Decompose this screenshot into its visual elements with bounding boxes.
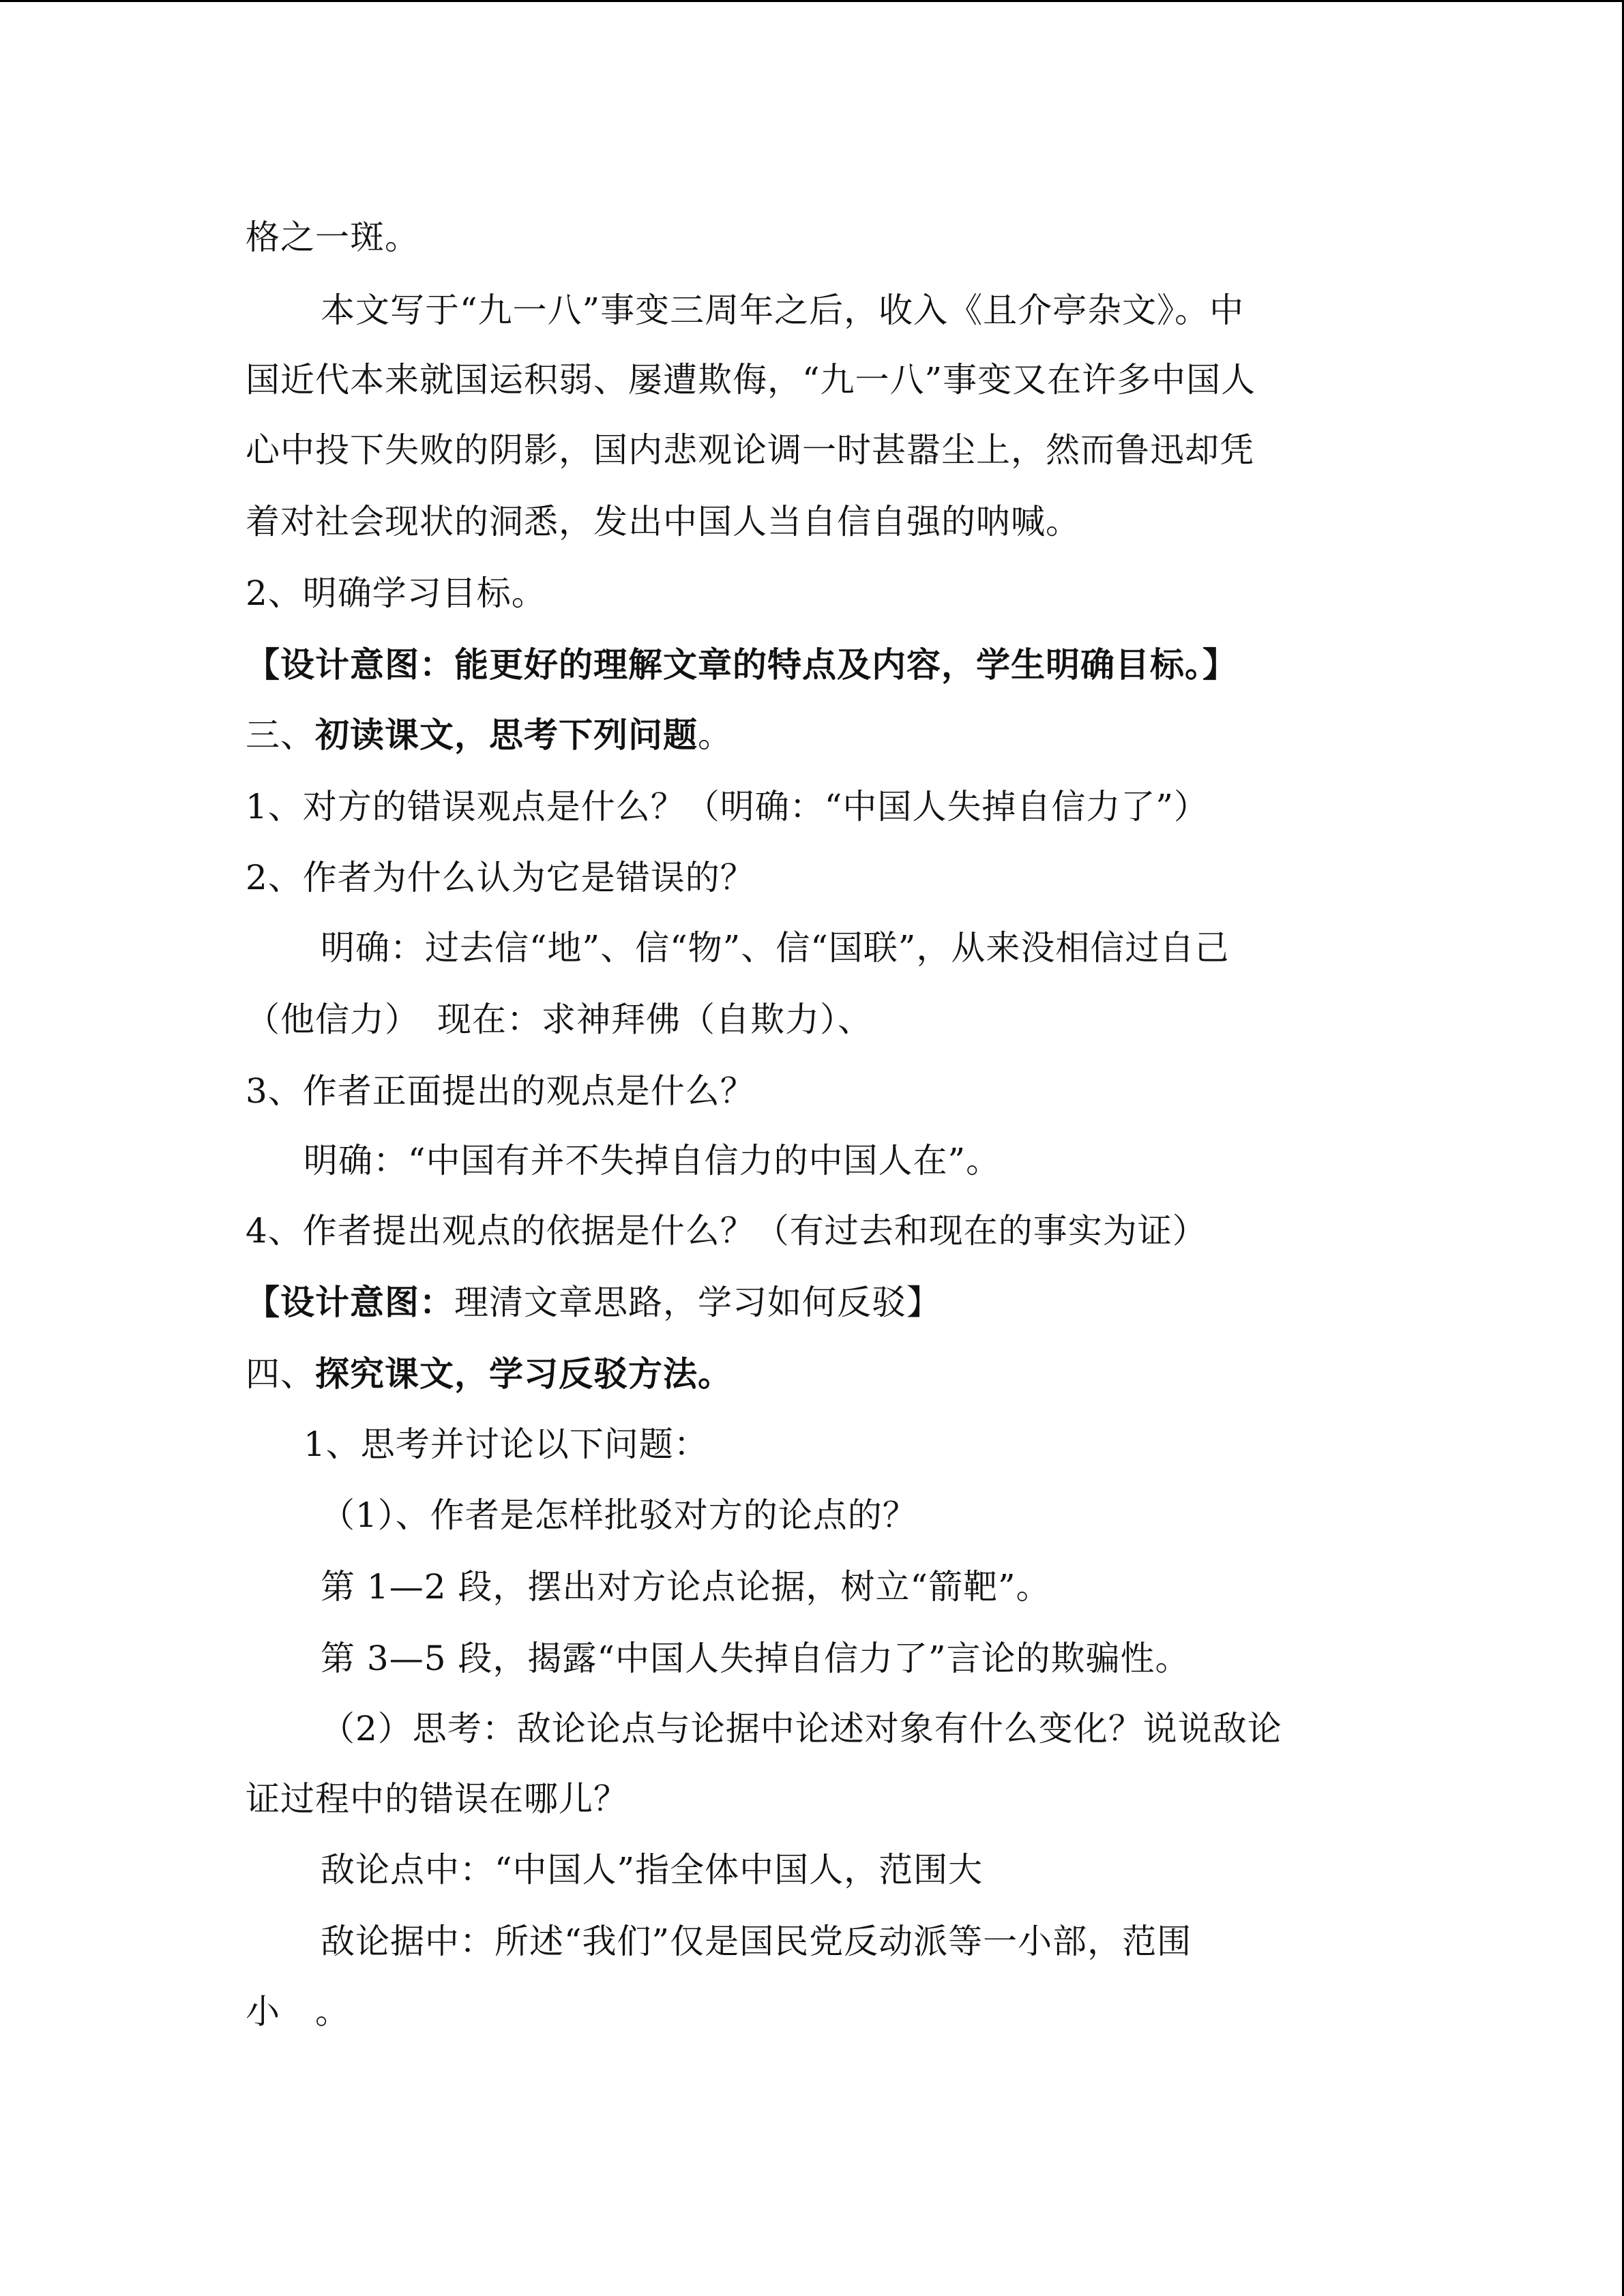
paragraph-line: 心中投下失败的阴影，国内悲观论调一时甚嚣尘上，然而鲁迅却凭 [246, 430, 1254, 470]
section-heading-3 [246, 715, 733, 756]
section-number: 四、 [246, 1354, 315, 1394]
section-heading-4 [246, 1354, 733, 1395]
paragraph-line: 国近代本来就国运积弱、屡遭欺侮，“九一八”事变又在许多中国人 [246, 360, 1256, 400]
section-title-punct: 。 [698, 715, 733, 755]
section-number: 三、 [246, 715, 315, 755]
design-intent-note: 【设计意图：能更好的理解文章的特点及内容，学生明确目标。】 [246, 644, 1237, 685]
sub-answer: 敌论据中：所述“我们”仅是国民党反动派等一小部，范围 [321, 1922, 1192, 1961]
section-title: 探究课文，学习反驳方法。 [315, 1354, 733, 1394]
question-item: 4、作者提出观点的依据是什么？（有过去和现在的事实为证） [246, 1211, 1207, 1251]
answer-line: （他信力） 现在：求神拜佛（自欺力）、 [246, 1000, 872, 1039]
sub-question: （2）思考：敌论论点与论据中论述对象有什么变化？说说敌论 [321, 1709, 1282, 1748]
sub-answer: 第 1—2 段，摆出对方论点论据，树立“箭靶”。 [321, 1567, 1051, 1607]
sub-question: （1）、作者是怎样批驳对方的论点的？ [321, 1495, 917, 1535]
paragraph-line: 格之一斑。 [246, 218, 419, 257]
section-title: 初读课文，思考下列问题 [315, 715, 698, 755]
sub-answer: 敌论点中：“中国人”指全体中国人，范围大 [321, 1850, 984, 1890]
sub-answer: 小 。 [246, 1992, 350, 2031]
paragraph-line: 着对社会现状的洞悉，发出中国人当自信自强的呐喊。 [246, 502, 1080, 541]
sub-item: 1、思考并讨论以下问题： [304, 1425, 709, 1464]
design-intent-text: 理清文章思路，学习如何反驳】 [454, 1283, 941, 1322]
list-item-heading: 2、明确学习目标。 [246, 573, 546, 613]
question-item: 3、作者正面提出的观点是什么？ [246, 1071, 755, 1111]
question-item: 1、对方的错误观点是什么？（明确：“中国人失掉自信力了”） [246, 787, 1209, 826]
design-intent-label: 【设计意图： [246, 1282, 454, 1322]
question-item: 2、作者为什么认为它是错误的？ [246, 858, 755, 897]
design-intent-note [246, 1282, 941, 1323]
page-top-border [0, 0, 1624, 2]
answer-line: 明确：“中国有并不失掉自信力的中国人在”。 [304, 1141, 1001, 1180]
answer-line: 明确：过去信“地”、信“物”、信“国联”，从来没相信过自己 [321, 928, 1230, 968]
sub-question: 证过程中的错误在哪儿？ [246, 1779, 628, 1819]
paragraph-line: 本文写于“九一八”事变三周年之后，收入《且介亭杂文》。中 [321, 290, 1245, 330]
sub-answer: 第 3—5 段，揭露“中国人失掉自信力了”言论的欺骗性。 [321, 1639, 1190, 1678]
